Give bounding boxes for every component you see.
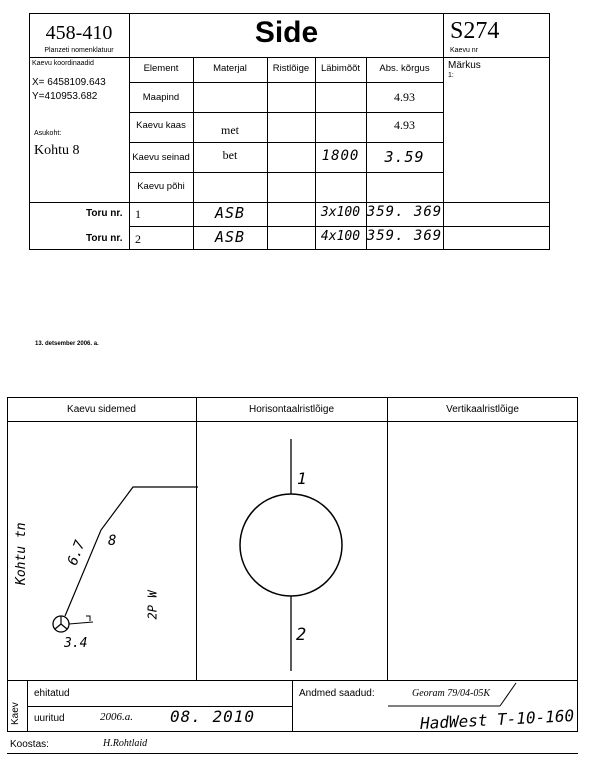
sketch-d2: 8 bbox=[108, 533, 118, 549]
pipe-diameter: 3x100 bbox=[320, 205, 361, 220]
x-coord: X= 6458109.643 bbox=[32, 77, 106, 88]
andmed-label: Andmed saadud: bbox=[299, 688, 375, 699]
pipe-material: ASB bbox=[214, 204, 246, 222]
row-height: 4.93 bbox=[394, 90, 415, 104]
header-abs-height: Abs. kõrgus bbox=[379, 63, 430, 74]
uuritud-label: uuritud bbox=[34, 713, 65, 724]
location-value: Kohtu 8 bbox=[34, 143, 80, 158]
row-material: bet bbox=[222, 148, 238, 162]
pipe-diameter: 4x100 bbox=[320, 229, 361, 244]
uuritud-handwritten: 08. 2010 bbox=[170, 707, 256, 726]
well-no-value: S274 bbox=[450, 18, 500, 44]
pipe-label: Toru nr. bbox=[86, 233, 123, 244]
header-diameter: Läbimõõt bbox=[320, 63, 361, 74]
row-element: Kaevu põhi bbox=[137, 181, 185, 192]
uuritud-printed: 2006.a. bbox=[100, 711, 133, 723]
col-header-links: Kaevu sidemed bbox=[67, 404, 136, 415]
header-cross-section: Ristlõige bbox=[272, 63, 310, 74]
remarks-sub: 1: bbox=[448, 72, 454, 79]
sketch-note: 2P W bbox=[145, 590, 160, 620]
pipe-height: 359. 369 bbox=[366, 204, 443, 220]
page-title: Side bbox=[254, 16, 319, 49]
row-element: Maapind bbox=[142, 92, 180, 103]
row-height: 3.59 bbox=[384, 148, 425, 166]
sketch-d3: 3.4 bbox=[64, 636, 88, 651]
row-material: met bbox=[221, 123, 239, 137]
pipe-no: 1 bbox=[135, 207, 141, 221]
remarks-label: Märkus bbox=[448, 60, 481, 71]
col-header-horizontal: Horisontaalristlõige bbox=[248, 404, 335, 415]
well-no-label: Kaevu nr bbox=[450, 47, 479, 54]
header-element: Element bbox=[143, 63, 179, 74]
pipe-label: Toru nr. bbox=[86, 208, 123, 219]
nomenclature-label: Planzeti nomenklatuur bbox=[44, 47, 114, 54]
row-element: Kaevu seinad bbox=[132, 152, 190, 163]
pipe-height: 359. 369 bbox=[366, 228, 443, 244]
col-header-vertical: Vertikaalristlõige bbox=[446, 404, 519, 415]
coords-label: Kaevu koordinaadid bbox=[32, 60, 94, 67]
sketch-d1: 6.7 bbox=[64, 538, 89, 568]
row-element: Kaevu kaas bbox=[136, 120, 186, 131]
row-diameter: 1800 bbox=[321, 148, 360, 164]
y-coord: Y=410953.682 bbox=[32, 91, 98, 102]
divider bbox=[7, 753, 578, 754]
pipe-2-label: 2 bbox=[296, 625, 308, 645]
pipe-no: 2 bbox=[135, 232, 141, 246]
koostas-label: Koostas: bbox=[10, 739, 49, 750]
nomenclature-value: 458-410 bbox=[45, 22, 113, 44]
andmed-value: Georam 79/04-05K bbox=[412, 688, 491, 699]
ehitatud-label: ehitatud bbox=[34, 688, 70, 699]
sketch-street: Kohtu tn bbox=[14, 522, 29, 585]
koostas-value: H.Rohtlaid bbox=[103, 738, 148, 749]
header-material: Materjal bbox=[213, 63, 247, 74]
location-label: Asukoht: bbox=[34, 130, 62, 137]
row-height: 4.93 bbox=[394, 118, 415, 132]
pipe-1-label: 1 bbox=[297, 469, 308, 488]
pipe-material: ASB bbox=[214, 228, 246, 246]
date-line: 13. detsember 2006. a. bbox=[35, 341, 99, 347]
kaev-label: Kaev bbox=[10, 702, 21, 725]
andmed-handwritten: HadWest T-10-160 bbox=[419, 705, 575, 734]
